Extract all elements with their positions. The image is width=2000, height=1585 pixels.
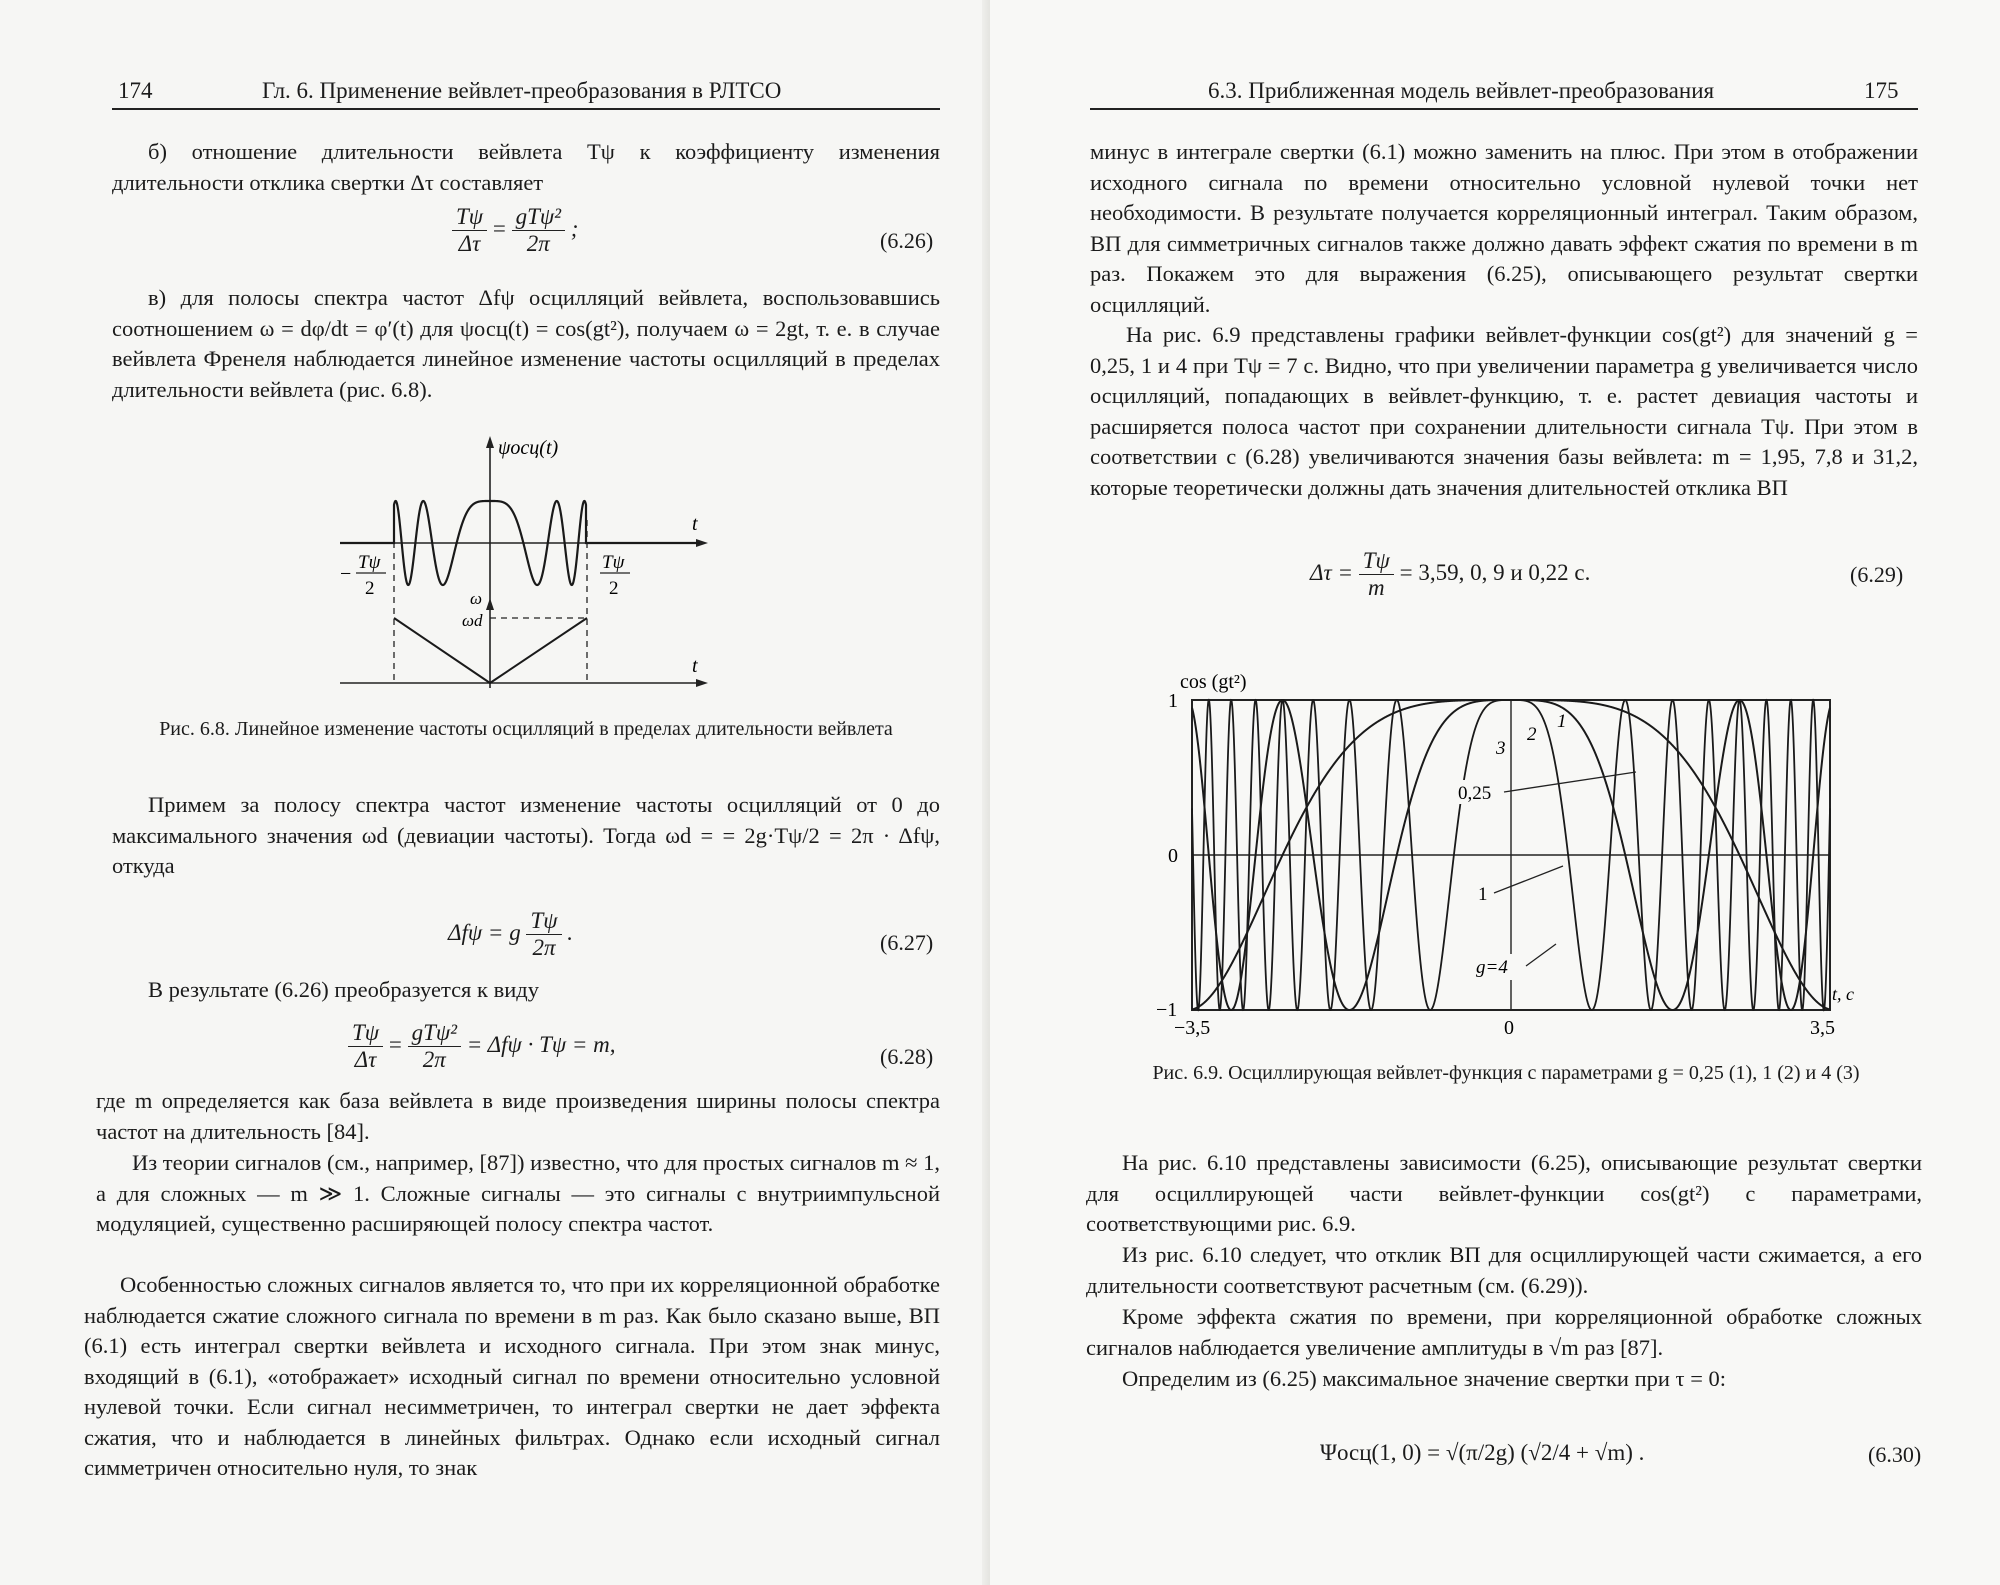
eq626-tail: ; [570, 215, 579, 241]
left-para-5: где m определяется как база вейвлета в виде произведения ширины полосы спектра частот на длительность [84]. [96, 1088, 940, 1144]
fig69-xtick-left: −3,5 [1174, 1017, 1211, 1039]
eq627-number: (6.27) [880, 930, 934, 955]
right-header-rule [1090, 108, 1918, 110]
equation-6-27 [448, 908, 573, 961]
eq630-lhs: Ψосц(1, 0) = [1320, 1440, 1441, 1465]
figure-6-8-caption: Рис. 6.8. Линейное изменение частоты осцилляций в пределах длительности вейвлета [159, 718, 893, 740]
fig68-omega-d-label: ωd [462, 611, 483, 630]
left-para-6: Из теории сигналов (см., например, [87]) известно, что для простых сигналов m ≈ 1, а для сложных — m ≫ 1. Сложные сигналы — это сигналы с внутриимпульсной модуляцией, существенно расширяющей полосу спектра частот. [96, 1150, 940, 1236]
eq630-number: (6.30) [1868, 1442, 1922, 1467]
eq628-b-num: gTψ² [408, 1020, 461, 1047]
eq627-tail: . [567, 919, 574, 945]
figure-6-9 [1156, 660, 1860, 1040]
right-para-6: Определим из (6.25) максимальное значение свертки при τ = 0: [1122, 1366, 1727, 1391]
eq626-lhs-num: Tψ [452, 204, 487, 231]
left-para-3: Примем за полосу спектра частот изменение частоты осцилляций от 0 до максимального значения ωd (девиации частоты). Тогда ωd = = 2g·Tψ/2 = 2π · Δfψ, откуда [112, 792, 940, 878]
right-para-4: Из рис. 6.10 следует, что отклик ВП для осциллирующей части сжимается, а его длительности соответствуют расчетным (см. (6.29)). [1086, 1242, 1922, 1298]
left-page [0, 0, 990, 1585]
eq626-lhs-den: Δτ [458, 231, 481, 256]
right-para-1: минус в интеграле свертки (6.1) можно заменить на плюс. При этом в отображении исходного сигнала по времени относительно условной нулевой точки нет необходимости. В результате получается корреляционный интеграл. Таким образом, ВП для симметричных сигналов также должно давать эффект сжатия по времени в m раз. Покажем это для выражения (6.25), описывающего результат свертки осцилляций. [1090, 139, 1918, 317]
fig69-leader-025 [1504, 772, 1636, 792]
fig68-right-2: 2 [609, 578, 619, 599]
fig68-axes [340, 436, 708, 688]
equation-6-29 [1310, 548, 1590, 601]
fig68-right-T: Tψ [602, 552, 625, 573]
fig69-ytick-1: 1 [1168, 690, 1178, 712]
fig69-x-unit: t, с [1832, 984, 1854, 1004]
right-para-5: Кроме эффекта сжатия по времени, при корреляционной обработке сложных сигналов наблюдается увеличение амплитуды в √m раз [87]. [1086, 1304, 1922, 1360]
fig69-label-3: 3 [1496, 738, 1506, 759]
eq627-num: Tψ [526, 908, 561, 935]
eq628-tail: = Δfψ · Tψ = m, [466, 1031, 616, 1057]
eq628-b-den: 2π [422, 1047, 446, 1072]
eq629-number: (6.29) [1850, 562, 1904, 587]
fig68-left-2: 2 [365, 578, 375, 599]
right-para-3: На рис. 6.10 представлены зависимости (6.25), описывающие результат свертки для осциллирующей части вейвлет-функции cos(gt²) с параметрами, соответствующими рис. 6.9. [1086, 1150, 1922, 1236]
fig69-leader-1 [1494, 866, 1563, 893]
fig69-y-label: cos (gt²) [1180, 671, 1247, 693]
left-header-rule [112, 108, 940, 110]
eq627-lhs: Δfψ = g [448, 919, 521, 945]
eq626-rhs-num: gTψ² [512, 204, 565, 231]
fig69-ytick-0: 0 [1168, 845, 1178, 867]
fig68-t-label-2: t [692, 655, 698, 677]
fig68-y-label: ψосц(t) [498, 437, 559, 459]
equation-6-28: $\frac{T\psi}{\Delta\tau}$ = $\frac{\text{gTψ²}}{2\pi}$ = Δfψ · Tψ = m, [348, 1020, 616, 1073]
eq628-number: (6.28) [880, 1044, 934, 1069]
equation-6-30 [1320, 1440, 1644, 1466]
right-page [990, 0, 2000, 1585]
eq628-a-den: Δτ [354, 1047, 377, 1072]
fig68-omega-label: ω [470, 589, 483, 608]
left-para-2: в) для полосы спектра частот Δfψ осцилляций вейвлета, воспользовавшись соотношением ω = dφ/dt = φ′(t) для ψосц(t) = cos(gt²), получаем ω = 2gt, т. е. в случае вейвлета Френеля наблюдается линейное изменение частоты осцилляций в пределах длительности вейвлета (рис. 6.8). [112, 285, 940, 402]
right-running-title: 6.3. Приближенная модель вейвлет-преобразования [1208, 78, 1715, 103]
fig69-annot-1: 1 [1478, 884, 1488, 905]
fig69-leader-g4 [1526, 944, 1556, 966]
fig69-annot-025: 0,25 [1458, 783, 1492, 804]
eq629-lhs: Δτ = [1310, 559, 1354, 585]
eq629-num: Tψ [1359, 548, 1394, 575]
fig69-ytick-m1: −1 [1156, 999, 1178, 1021]
left-para-1: б) отношение длительности вейвлета Tψ к коэффициенту изменения длительности отклика свертки Δτ составляет [112, 139, 940, 195]
fig69-label-1: 1 [1557, 711, 1567, 732]
left-para-4: В результате (6.26) преобразуется к виду [148, 977, 539, 1002]
eq630-rhs: √(π/2g) (√2/4 + √m) . [1445, 1440, 1645, 1465]
fig68-minus: − [340, 563, 352, 585]
fig68-omega-arrow [486, 598, 494, 610]
eq626-rhs-den: 2π [526, 231, 550, 256]
eq627-den: 2π [532, 935, 556, 960]
eq626-number: (6.26) [880, 228, 934, 253]
eq629-rhs: = 3,59, 0, 9 и 0,22 с. [1399, 559, 1591, 585]
fig69-label-2: 2 [1527, 724, 1537, 745]
fig68-t-label: t [692, 513, 698, 535]
right-para-2: На рис. 6.9 представлены графики вейвлет-функции cos(gt²) для значений g = 0,25, 1 и 4 при Tψ = 7 с. Видно, что при увеличении параметра g увеличивается число осцилляций, попадающих в вейвлет-функцию, т. е. растет девиация частоты и расширяется полоса частот при сохранении длительности сигнала Tψ. При этом в соответствии с (6.28) увеличиваются значения базы вейвлета: m = 1,95, 7,8 и 31,2, которые теоретически должны дать значения длительностей отклика ВП [1090, 322, 1918, 500]
left-para-7: Особенностью сложных сигналов является то, что при их корреляционной обработке наблюдается сжатие сложного сигнала по времени в m раз. Как было сказано выше, ВП (6.1) есть интеграл свертки вейвлета и исходного сигнала. При этом знак минус, входящий в (6.1), «отображает» исходный сигнал по времени относительно условной нулевой точки. Если сигнал несимметричен, то интеграл свертки не дает эффекта сжатия, что и наблюдается в линейных фильтрах. Однако если исходный сигнал симметричен относительно нуля, то знак [84, 1272, 940, 1480]
fig68-left-T: Tψ [358, 552, 381, 573]
eq628-a-num: Tψ [348, 1020, 383, 1047]
equation-6-26: $\frac{T\psi}{\Delta\tau}$ = $\frac{\text{gTψ²}}{2\pi}$ ; [452, 204, 578, 257]
right-page-number: 175 [1864, 78, 1899, 103]
figure-6-8 [330, 428, 720, 698]
fig69-annot-g4: g=4 [1476, 957, 1508, 978]
left-running-title: Гл. 6. Применение вейвлет-преобразования в РЛТСО [262, 78, 782, 103]
eq629-den: m [1367, 575, 1385, 600]
figure-6-9-caption: Рис. 6.9. Осциллирующая вейвлет-функция с параметрами g = 0,25 (1), 1 (2) и 4 (3) [1152, 1062, 1860, 1084]
fig69-xtick-right: 3,5 [1810, 1017, 1835, 1039]
fig69-xtick-center: 0 [1504, 1017, 1514, 1039]
left-page-number: 174 [118, 78, 153, 103]
